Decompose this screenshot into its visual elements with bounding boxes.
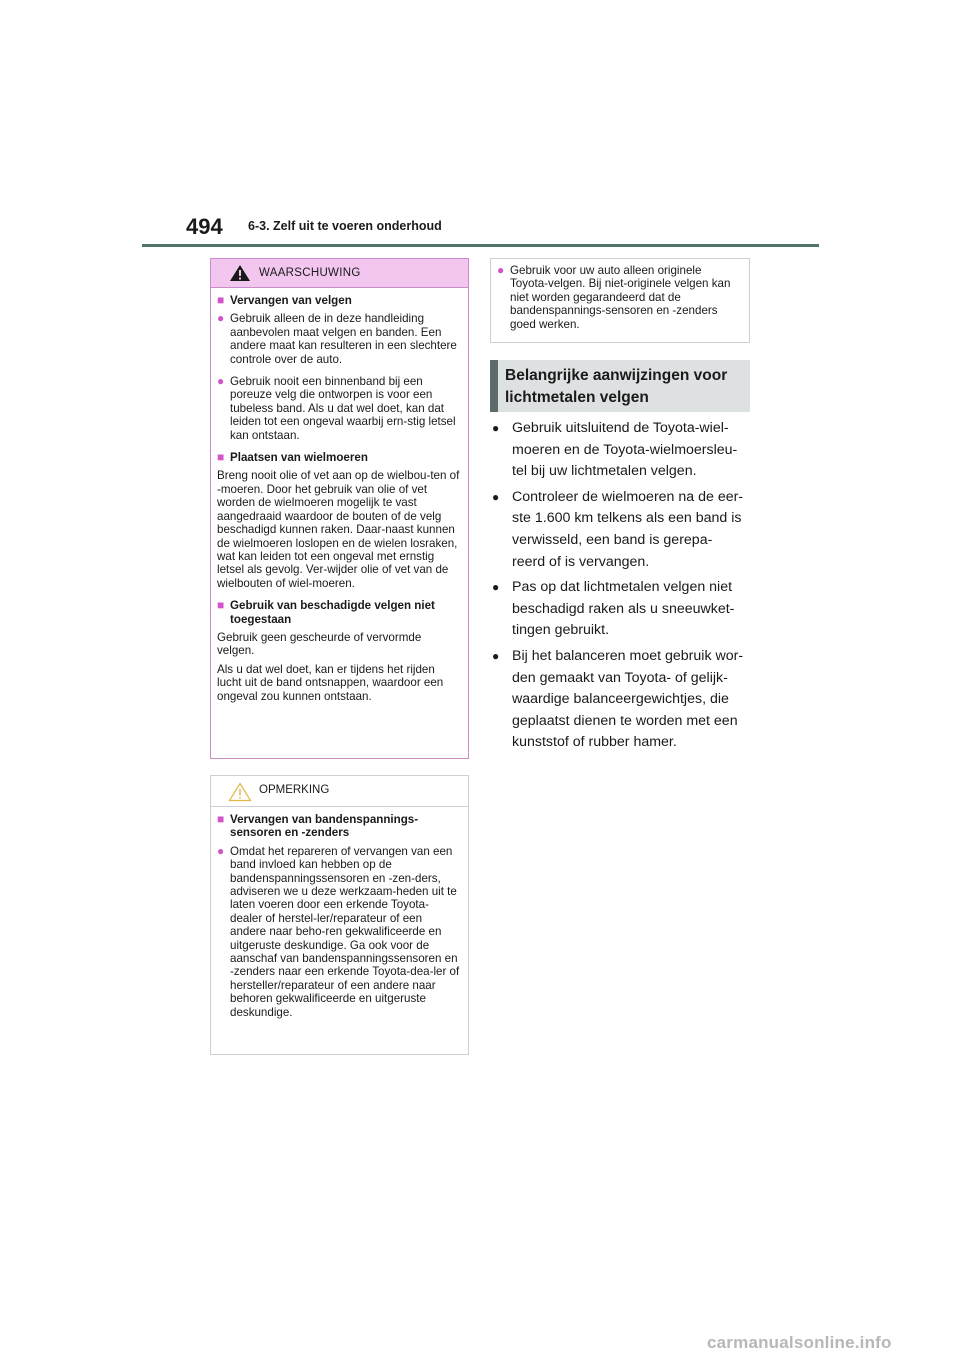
watermark-logo: carmanualsonline.info [707, 1333, 892, 1352]
dot-bullet-icon: ● [492, 489, 500, 504]
square-bullet-icon: ■ [217, 812, 225, 826]
list-item [490, 487, 755, 573]
page-number: 494 [186, 214, 223, 239]
paragraph: Als u dat wel doet, kan er tijdens het rijden lucht uit de band ontsnappen, waardoor een ongeval zou kunnen ontstaan. [217, 662, 444, 703]
item-text: Gebruik alleen de in deze handleiding aanbevolen maat velgen en banden. Een andere maat kan resulteren in een slechtere controle over de auto. [230, 312, 457, 366]
warning-triangle-icon [229, 264, 251, 287]
heading-text: Vervangen van velgen [230, 294, 352, 307]
warning-section-heading [217, 599, 460, 626]
original-wheels-note [490, 258, 750, 343]
notice-box [210, 775, 469, 1055]
warning-body [211, 288, 468, 703]
item-text: Pas op dat lichtmetalen velgen niet beschadigd raken als u sneeuwket- tingen gebruikt. [512, 579, 735, 639]
item-text: Bij het balanceren moet gebruik wor- den gemaakt van Toyota- of gelijk- waardige balanceergewichtjes, die geplaatst dienen te worden met een kunststof of rubber hamer. [512, 647, 744, 751]
heading-text: Gebruik van beschadigde velgen niet toegestaan [230, 599, 435, 626]
note-body [491, 259, 749, 331]
item-text: Gebruik uitsluitend de Toyota-wiel- moeren en de Toyota-wielmoersleu- tel bij uw lichtmetalen velgen. [512, 420, 738, 480]
square-bullet-icon: ■ [217, 598, 225, 613]
item-text: Controleer de wielmoeren na de eer- ste 1.600 km telkens als een band is verwisseld, een band is gerepa- reerd of is vervangen. [512, 488, 744, 570]
alloy-section-heading [490, 360, 750, 412]
item-text: Gebruik nooit een binnenband bij een poreuze velg die ontworpen is voor een tubeless band. Als u dat wel doet, kan dat leiden tot een ongeval waarbij ern-stig letsel kan ontstaan. [230, 375, 456, 442]
notice-header [211, 776, 468, 807]
square-bullet-icon: ■ [217, 450, 225, 465]
item-text: Omdat het repareren of vervangen van een band invloed kan hebben op de bandenspanningssensoren en -zen-ders, adviseren we u deze werkzaam-heden uit te laten voeren door een erkende Toyota-dealer of herstel-ler/reparateur of een andere naar beho-ren gekwalificeerde en uitgeruste deskundige. Ga ook voor de aanschaf van bandenspanningssensoren en -zenders naar een erkende Toyota-dea-ler of hersteller/reparateur of een andere naar behoren gekwalificeerde en uitgeruste deskundige. [230, 844, 460, 1019]
warning-box [210, 258, 469, 759]
header-divider [142, 244, 819, 247]
dot-bullet-icon: ● [217, 843, 225, 858]
heading-text: Vervangen van bandenspannings-sensoren en -zenders [230, 813, 419, 840]
dot-bullet-icon: ● [492, 421, 500, 435]
warning-header [211, 259, 468, 288]
list-item [217, 845, 460, 1019]
warning-title: WAARSCHUWING [259, 267, 361, 279]
notice-triangle-icon [228, 782, 252, 807]
paragraph: Gebruik geen gescheurde of vervormde velgen. [217, 630, 422, 658]
heading-text: Belangrijke aanwijzingen voor lichtmetalen velgen [505, 367, 728, 406]
list-item [490, 577, 755, 642]
dot-bullet-icon: ● [217, 311, 225, 326]
notice-section-heading [217, 813, 460, 840]
dot-bullet-icon: ● [217, 374, 225, 389]
dot-bullet-icon: ● [497, 263, 505, 277]
list-item [217, 312, 460, 366]
square-bullet-icon: ■ [217, 293, 225, 307]
list-item [490, 418, 755, 483]
dot-bullet-icon: ● [492, 580, 500, 595]
paragraph: Breng nooit olie of vet aan op de wielbou-ten of -moeren. Door het gebruik van olie of vet worden de wielmoeren mogelijk te vast aangedraaid waardoor de bouten of de velg beschadigd kunnen raken. Daar-naast kunnen de wielmoeren loslopen en de wielen losraken, wat kan leiden tot een ongeval met ernstig letsel als gevolg. Ver-wijder olie of vet van de wielbouten of wiel-moeren. [217, 469, 460, 590]
item-text: Gebruik voor uw auto alleen originele Toyota-velgen. Bij niet-originele velgen kan niet worden gegarandeerd dat de bandenspannings-sensoren en -zenders goed werken. [510, 264, 731, 331]
list-item [217, 375, 460, 442]
list-item [490, 646, 755, 754]
warning-section-heading [217, 451, 460, 464]
list-item [497, 264, 741, 331]
alloy-bullet-list [490, 418, 755, 758]
notice-title: OPMERKING [259, 784, 330, 796]
heading-text: Plaatsen van wielmoeren [230, 451, 368, 465]
section-title: 6-3. Zelf uit te voeren onderhoud [248, 219, 442, 233]
dot-bullet-icon: ● [492, 648, 500, 663]
warning-section-heading [217, 294, 460, 307]
notice-body [211, 807, 468, 1019]
